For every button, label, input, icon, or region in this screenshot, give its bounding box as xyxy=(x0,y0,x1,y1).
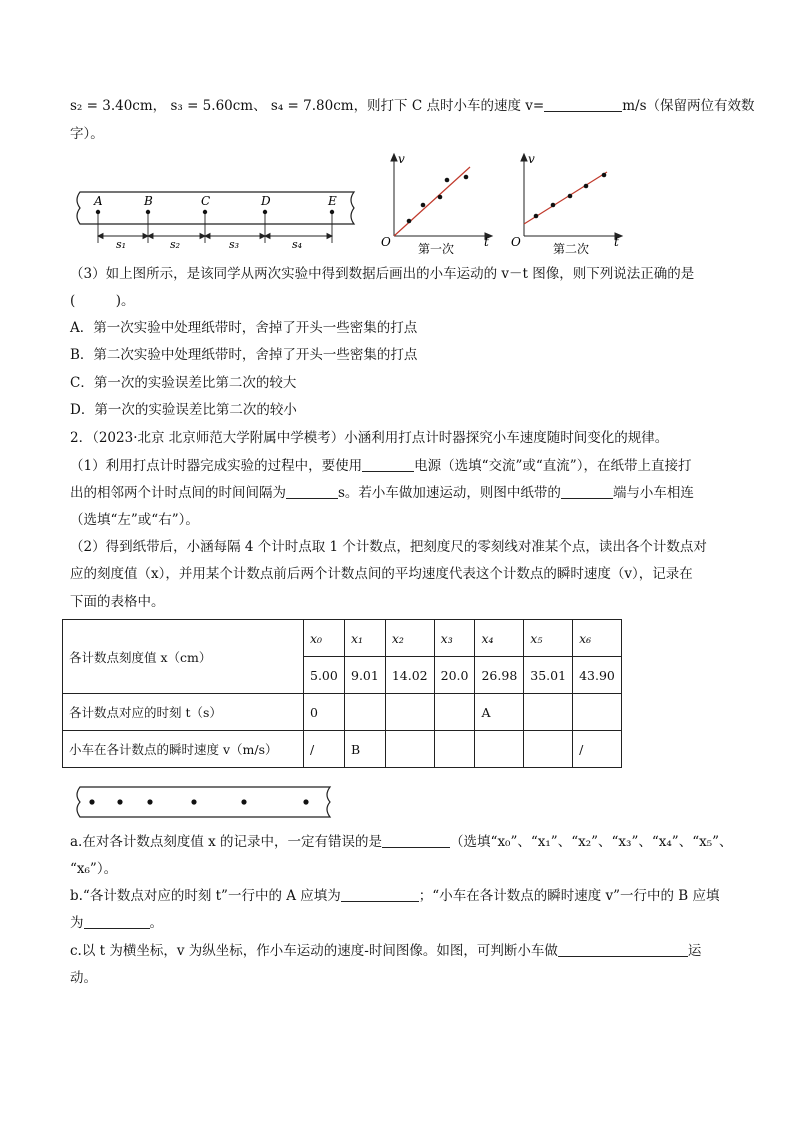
value-x6: 43.90 xyxy=(573,657,622,694)
answer-blank-interval[interactable] xyxy=(286,484,338,499)
header-x2: x₂ xyxy=(385,620,434,657)
option-b[interactable]: B．第二次实验中处理纸带时，舍掉了开头一些密集的打点 xyxy=(70,347,418,363)
axis-label-v: v xyxy=(398,152,405,166)
sub-b-text-c: 为 xyxy=(70,915,84,931)
q2-part2-line1: （2）得到纸带后，小涵每隔 4 个计时点取 1 个计数点，把刻度尺的零刻线对准某个点，读出各个计数点对 xyxy=(70,539,707,555)
vt-graph-first xyxy=(378,150,498,258)
sub-a-text-b: （选填“x₀”、“x₁”、“x₂”、“x₃”、“x₄”、“x₅”、 xyxy=(450,834,733,850)
q3-stem-line2: ( )。 xyxy=(70,293,135,309)
q2-part1-line2 xyxy=(70,483,694,503)
value-x1: 9.01 xyxy=(345,657,386,694)
time-t2[interactable] xyxy=(385,694,434,731)
origin-label: O xyxy=(381,235,391,249)
sub-c-line1 xyxy=(70,941,701,961)
header-x1: x₁ xyxy=(345,620,386,657)
answer-blank-tape-end[interactable] xyxy=(561,484,613,499)
row-label-time: 各计数点对应的时刻 t（s） xyxy=(63,694,304,731)
q2-part2-line2: 应的刻度值（x），并用某个计数点前后两个计数点间的平均速度代表这个计数点的瞬时速度（v），记录在 xyxy=(70,566,693,582)
row-label-velocity: 小车在各计数点的瞬时速度 v（m/s） xyxy=(63,731,304,768)
answer-blank-power-source[interactable] xyxy=(362,457,414,472)
time-t3[interactable] xyxy=(434,694,475,731)
header-x4: x₄ xyxy=(475,620,524,657)
segment-label-s2: s₂ xyxy=(170,238,181,251)
segment-label-s4: s₄ xyxy=(292,238,303,251)
q2-p1-text-a: （1）利用打点计时器完成实验的过程中，要使用 xyxy=(70,458,363,474)
header-x5: x₅ xyxy=(524,620,573,657)
velocity-v3[interactable] xyxy=(434,731,475,768)
sub-a-line2: “x₆”）。 xyxy=(70,861,118,877)
origin-label: O xyxy=(511,235,521,249)
time-t6[interactable] xyxy=(573,694,622,731)
time-t0: 0 xyxy=(304,694,345,731)
segment-label-s3: s₃ xyxy=(229,238,240,251)
q2-p1-text-e: 端与小车相连 xyxy=(612,485,694,501)
axis-label-v: v xyxy=(528,152,535,166)
q3-stem-line1: （3）如上图所示，是该同学从两次实验中得到数据后画出的小车运动的 v－t 图像，则下列说法正确的是 xyxy=(70,266,695,282)
velocity-v6: / xyxy=(573,731,622,768)
axis-label-t: t xyxy=(614,235,619,249)
q1-line2-text: 字）。 xyxy=(70,126,104,142)
measurement-table xyxy=(62,619,622,768)
tape-outline xyxy=(77,192,354,224)
graph-caption-first: 第一次 xyxy=(418,242,455,256)
answer-blank-velocity[interactable] xyxy=(544,97,622,112)
point-label-d: D xyxy=(261,194,271,208)
axis-label-t: t xyxy=(484,235,489,249)
q1-line1: s₂ = 3.40cm， s₃ = 5.60cm、 s₄ = 7.80cm，则打下 C 点时小车的速度 v= m/s（保留两位有效数 xyxy=(70,98,755,114)
fit-line-first xyxy=(394,167,470,236)
sub-b-text-a: b.“各计数点对应的时刻 t”一行中的 A 应填为 xyxy=(70,888,341,904)
table-row xyxy=(63,620,622,657)
value-x4: 26.98 xyxy=(475,657,524,694)
q2-p1-text-c: 出的相邻两个计时点间的时间间隔为 xyxy=(70,485,286,501)
sub-b-text-b: ；“小车在各计数点的瞬时速度 v”一行中的 B 应填 xyxy=(418,888,720,904)
option-c[interactable]: C．第一次的实验误差比第二次的较大 xyxy=(70,375,297,391)
value-x0: 5.00 xyxy=(304,657,345,694)
sub-a-line1 xyxy=(70,832,733,852)
sub-c-line2: 动。 xyxy=(70,970,97,986)
answer-blank-motion[interactable] xyxy=(558,942,688,957)
velocity-v1[interactable]: B xyxy=(345,731,386,768)
q2-p1-text-d: s。若小车做加速运动，则图中纸带的 xyxy=(338,485,561,501)
sub-b-text-d: 。 xyxy=(149,915,163,931)
sub-c-text-a: c.以 t 为横坐标，v 为纵坐标，作小车运动的速度-时间图像。如图，可判断小车做 xyxy=(70,943,558,959)
s3-value: s₃ = 5.60cm xyxy=(170,98,254,114)
point-label-c: C xyxy=(201,194,211,208)
q2-part1-line1 xyxy=(70,456,691,476)
header-x0: x₀ xyxy=(304,620,345,657)
value-x3: 20.0 xyxy=(434,657,475,694)
q2-p1-text-b: 电源（选填“交流”或“直流”），在纸带上直接打 xyxy=(414,458,692,474)
time-t4[interactable]: A xyxy=(475,694,524,731)
answer-blank-a[interactable] xyxy=(341,887,419,902)
option-a[interactable]: A．第一次实验中处理纸带时，舍掉了开头一些密集的打点 xyxy=(70,320,418,336)
header-x3: x₃ xyxy=(434,620,475,657)
ticker-tape-figure xyxy=(70,188,360,253)
value-x2: 14.02 xyxy=(385,657,434,694)
velocity-v2[interactable] xyxy=(385,731,434,768)
time-t5[interactable] xyxy=(524,694,573,731)
point-label-a: A xyxy=(94,194,103,208)
segment-label-s1: s₁ xyxy=(116,238,127,251)
sub-b-line2 xyxy=(70,913,163,933)
sub-c-text-b: 运 xyxy=(687,943,702,959)
option-d[interactable]: D．第一次的实验误差比第二次的较小 xyxy=(70,402,297,418)
vt-graph-second xyxy=(508,150,628,258)
s4-value: s₄ = 7.80cm xyxy=(270,98,354,114)
answer-blank-b[interactable] xyxy=(84,914,150,929)
q2-part1-line3: （选填“左”或“右”）。 xyxy=(70,512,199,528)
table-row xyxy=(63,694,622,731)
point-label-b: B xyxy=(144,194,153,208)
answer-blank-wrong-record[interactable] xyxy=(382,833,450,848)
q1-line2 xyxy=(70,124,104,144)
q1-tail-text: m/s（保留两位有效数 xyxy=(622,98,755,114)
q2-title: 2．（2023·北京 北京师范大学附属中学模考）小涵利用打点计时器探究小车速度随时间变化的规律。 xyxy=(70,430,669,446)
table-row xyxy=(63,731,622,768)
velocity-v4[interactable] xyxy=(475,731,524,768)
s2-value: s₂ = 3.40cm xyxy=(70,98,153,114)
velocity-v0: / xyxy=(304,731,345,768)
tape-strip-dots xyxy=(72,784,338,820)
time-t1[interactable] xyxy=(345,694,386,731)
graph-caption-second: 第二次 xyxy=(553,242,590,256)
row-label-scale: 各计数点刻度值 x（cm） xyxy=(63,620,304,694)
point-label-e: E xyxy=(328,194,337,208)
q2-part2-line3: 下面的表格中。 xyxy=(70,594,165,610)
velocity-v5[interactable] xyxy=(524,731,573,768)
sub-b-line1 xyxy=(70,886,720,906)
sub-a-text-a: a.在对各计数点刻度值 x 的记录中，一定有错误的是 xyxy=(70,834,383,850)
tape-dots xyxy=(89,799,308,804)
q1-mid-text: ，则打下 C 点时小车的速度 v= xyxy=(353,98,545,114)
header-x6: x₆ xyxy=(573,620,622,657)
value-x5: 35.01 xyxy=(524,657,573,694)
